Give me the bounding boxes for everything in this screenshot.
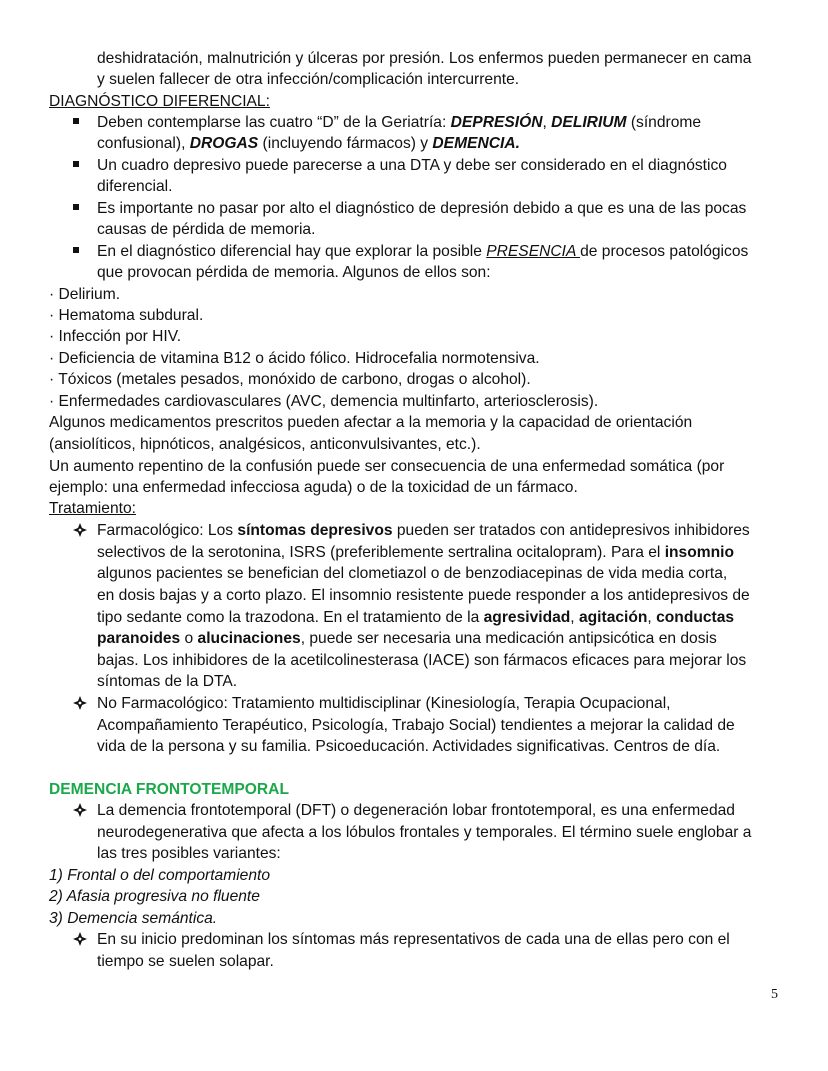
continuation-line-2: y suelen fallecer de otra infección/complicación intercurrente.: [97, 71, 520, 88]
farmacologico-line-2: selectivos de la serotonina, ISRS (preferiblemente sertralina ocitalopram). Para el insomnio: [97, 544, 735, 561]
variant-item: 3) Demencia semántica.: [49, 910, 218, 927]
bullet-4-line-1: En el diagnóstico diferencial hay que explorar la posible PRESENCIA de procesos patológicos: [97, 243, 749, 260]
square-bullet-icon: [73, 161, 79, 167]
farmacologico-line-3: algunos pacientes se benefician del clometiazol o de benzodiacepinas de vida media corta,: [97, 565, 728, 582]
diamond-bullet-icon: [72, 802, 88, 818]
bullet-4-line-2: que provocan pérdida de memoria. Algunos de ellos son:: [97, 264, 491, 281]
bullet-2-line-2: diferencial.: [97, 178, 173, 195]
list-item: · Tóxicos (metales pesados, monóxido de carbono, drogas o alcohol).: [49, 371, 531, 388]
continuation-line-1: deshidratación, malnutrición y úlceras por presión. Los enfermos pueden permanecer en cama: [97, 50, 752, 67]
list-item: · Infección por HIV.: [49, 328, 182, 345]
list-item: · Hematoma subdural.: [49, 307, 204, 324]
square-bullet-icon: [73, 204, 79, 210]
bullet-2-line-1: Un cuadro depresivo puede parecerse a una DTA y debe ser considerado en el diagnóstico: [97, 157, 727, 174]
dft-intro-line-3: las tres posibles variantes:: [97, 845, 281, 862]
dft-evolution-line-2: tiempo se suelen solapar.: [97, 953, 274, 970]
dft-intro-line-2: neurodegenerativa que afecta a los lóbulos frontales y temporales. El término suele englobar a: [97, 824, 752, 841]
no-farmacologico-line-1: No Farmacológico: Tratamiento multidisciplinar (Kinesiología, Terapia Ocupacional,: [97, 695, 671, 712]
dft-heading: DEMENCIA FRONTOTEMPORAL: [49, 781, 289, 798]
farmacologico-line-6: paranoides o alucinaciones, puede ser necesaria una medicación antipsicótica en dosis: [97, 630, 717, 647]
no-farmacologico-line-2: Acompañamiento Terapéutico, Psicología, Trabajo Social) tendientes a mejorar la calidad de: [97, 717, 735, 734]
bullet-1-line-2: confusional), DROGAS (incluyendo fármacos) y DEMENCIA.: [97, 135, 520, 152]
list-item: · Deficiencia de vitamina B12 o ácido fólico. Hidrocefalia normotensiva.: [49, 350, 540, 367]
farmacologico-line-8: síntomas de la DTA.: [97, 673, 238, 690]
page-number: 5: [771, 987, 778, 1002]
farmacologico-line-1: Farmacológico: Los síntomas depresivos pueden ser tratados con antidepresivos inhibidores: [97, 522, 750, 539]
farmacologico-line-4: en dosis bajas y a corto plazo. El insomnio resistente puede responder a los antidepresivos de: [97, 587, 750, 604]
variant-item: 2) Afasia progresiva no fluente: [49, 888, 260, 905]
square-bullet-icon: [73, 118, 79, 124]
diamond-bullet-icon: [72, 522, 88, 538]
diagnostico-heading: DIAGNÓSTICO DIFERENCIAL:: [49, 93, 270, 110]
dft-intro-line-1: La demencia frontotemporal (DFT) o degeneración lobar frontotemporal, es una enfermedad: [97, 802, 735, 819]
variant-item: 1) Frontal o del comportamiento: [49, 867, 271, 884]
farmacologico-line-7: bajas. Los inhibidores de la acetilcolinesterasa (IACE) son fármacos eficaces para mejorar los: [97, 652, 747, 669]
square-bullet-icon: [73, 247, 79, 253]
bullet-1-line-1: Deben contemplarse las cuatro “D” de la Geriatría: DEPRESIÓN, DELIRIUM (síndrome: [97, 114, 702, 131]
diamond-bullet-icon: [72, 695, 88, 711]
bullet-3-line-2: causas de pérdida de memoria.: [97, 221, 316, 238]
paragraph-1-line-2: (ansiolíticos, hipnóticos, analgésicos, anticonvulsivantes, etc.).: [49, 436, 481, 453]
tratamiento-heading: Tratamiento:: [49, 500, 136, 517]
bullet-3-line-1: Es importante no pasar por alto el diagnóstico de depresión debido a que es una de las pocas: [97, 200, 747, 217]
farmacologico-line-5: tipo sedante como la trazodona. En el tratamiento de la agresividad, agitación, conductas: [97, 609, 735, 626]
diamond-bullet-icon: [72, 931, 88, 947]
paragraph-2-line-1: Un aumento repentino de la confusión puede ser consecuencia de una enfermedad somática (por: [49, 458, 725, 475]
list-item: · Enfermedades cardiovasculares (AVC, demencia multinfarto, arteriosclerosis).: [49, 393, 599, 410]
dft-evolution-line-1: En su inicio predominan los síntomas más representativos de cada una de ellas pero con el: [97, 931, 730, 948]
paragraph-1-line-1: Algunos medicamentos prescritos pueden afectar a la memoria y la capacidad de orientación: [49, 414, 693, 431]
list-item: · Delirium.: [49, 286, 121, 303]
paragraph-2-line-2: ejemplo: una enfermedad infecciosa aguda) o de la toxicidad de un fármaco.: [49, 479, 578, 496]
no-farmacologico-line-3: vida de la persona y su familia. Psicoeducación. Actividades significativas. Centros de día.: [97, 738, 721, 755]
